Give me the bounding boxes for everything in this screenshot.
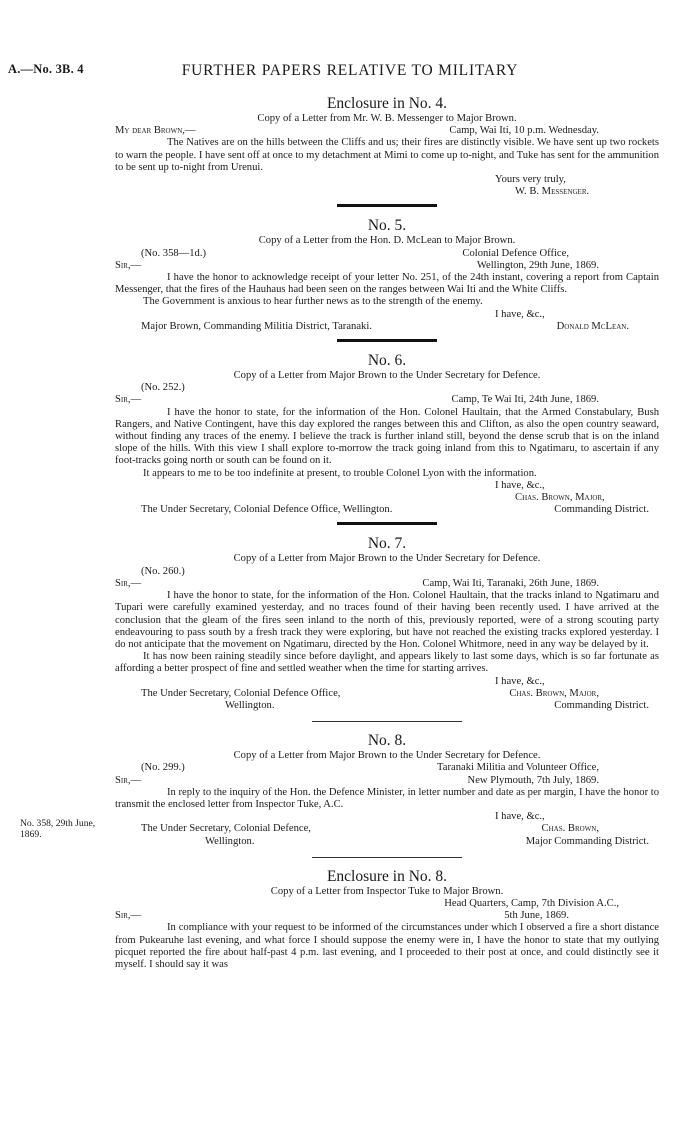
copy-line: Copy of a Letter from the Hon. D. McLean to Major Brown. [258, 235, 516, 247]
addressee: The Under Secretary, Colonial Defence Office, [141, 687, 341, 699]
letter-date: 5th June, 1869. [504, 910, 569, 922]
section-divider [337, 522, 437, 525]
paragraph: I have the honor to state, for the information of the Hon. Colonel Haultain, that the tracks inland to Ngatimaru and Tupari were carefully examined yesterday, and no traces found of their having been recently used. I have arrived at the conclusion that the gleam of the fires seen inland to the north of this, previously reported, were of a strong scouting party endeavouring to pass south by a fresh track they were exploring, but have not reached the existing tracks explored yesterday. I do not anticipate that the movement on Ngatimaru, directed by the Hon. Colonel Whitmore, need in any way be delayed by it. [115, 590, 659, 650]
salutation: Sir,— [115, 577, 142, 589]
paragraph: I have the honor to state, for the information of the Hon. Colonel Haultain, that the Armed Constabulary, Bush Rangers, and Native Contingent, have this day explored the ranges between this and Clifton, as also the open country seaward, without finding any traces of the enemy. I believe the track is further inland still, beyond the dense scrub that is on the inland slope of the hills. With this view I shall explore to-morrow the track going inland from this to Ngatimaru, to ascertain if any foot-tracks going north or south can be found on it. [115, 406, 659, 467]
letter-no-7 [115, 535, 659, 712]
signature: W. B. Messenger. [515, 186, 590, 198]
letter-ref: (No. 260.) [141, 565, 185, 577]
addressee-row [115, 321, 659, 333]
signature: Chas. Brown, Major, [515, 492, 605, 504]
copy-line: Copy of a Letter from Major Brown to the Under Secretary for Defence. [233, 553, 541, 565]
margin-note: No. 358, 29th June, 1869. [20, 818, 96, 840]
section-heading: No. 7. [367, 535, 407, 553]
letter-body: The Natives are on the hills between the Cliffs and us; their fires are distinctly visible. We have sent up two rockets to warn the people. I have sent off at once to my detachment at Mimi to come up to-night, and Tuke has sent for the ammunition to be sent up to-night from Urenui. [115, 137, 659, 173]
letter-place: Taranaki Militia and Volunteer Office, [437, 762, 599, 774]
closing: I have, &c., [495, 811, 545, 823]
copy-line: Copy of a Letter from Major Brown to the Under Secretary for Defence. [233, 370, 541, 382]
letter-date: New Plymouth, 7th July, 1869. [467, 774, 599, 786]
addressee-row [115, 504, 659, 516]
running-title: FURTHER PAPERS RELATIVE TO MILITARY [181, 62, 519, 79]
section-heading: No. 5. [367, 217, 407, 235]
section-divider [312, 857, 462, 858]
salutation-row [115, 260, 659, 272]
page-reference: A.—No. 3B. 4 [8, 62, 84, 76]
ref-row [115, 762, 659, 774]
section-heading: No. 8. [367, 732, 407, 750]
letter-no-8 [115, 732, 659, 848]
addressee-city: Wellington. [205, 835, 255, 847]
letter-no-5 [115, 217, 659, 333]
signature-title: Major Commanding District. [525, 835, 649, 847]
signature-title: Commanding District. [554, 504, 649, 516]
paragraph: It appears to me to be too indefinite at present, to trouble Colonel Lyon with the information. [143, 467, 537, 479]
ref-row [115, 248, 659, 260]
letter-ref: (No. 358—1d.) [141, 247, 207, 259]
signature: Chas. Brown, Major, [509, 687, 599, 699]
section-divider [337, 204, 437, 207]
salutation-row [115, 578, 659, 590]
salutation: Sir,— [115, 259, 142, 271]
addressee-row [115, 688, 659, 700]
enclosure-8 [115, 868, 659, 971]
paragraph: The Government is anxious to hear further news as to the strength of the enemy. [143, 296, 483, 308]
letter-ref: (No. 299.) [141, 762, 185, 774]
addressee-row [115, 823, 659, 835]
salutation-row [115, 775, 659, 787]
letter-place: Camp, Te Wai Iti, 24th June, 1869. [451, 394, 599, 406]
signature: Donald McLean. [556, 320, 629, 332]
copy-line: Copy of a Letter from Mr. W. B. Messenger to Major Brown. [257, 113, 517, 124]
salutation: Sir,— [115, 774, 142, 786]
salutation: Sir,— [115, 910, 142, 922]
closing: I have, &c., [495, 675, 545, 687]
addressee: The Under Secretary, Colonial Defence Office, Wellington. [141, 504, 393, 516]
addressee-city: Wellington. [225, 699, 275, 711]
copy-line: Copy of a Letter from Major Brown to the Under Secretary for Defence. [233, 750, 541, 762]
section-heading: Enclosure in No. 8. [326, 867, 448, 885]
paragraph: It has now been raining steadily since before daylight, and appears likely to last some days, which is so far fortunate as affording a better prospect of fine and settled weather when the time for starting arrives. [115, 651, 659, 675]
letter-no-6 [115, 352, 659, 516]
paragraph: I have the honor to acknowledge receipt of your letter No. 251, of the 24th instant, covering a report from Captain Messenger, that the fires of the Hauhaus had been seen on the ranges between Wai Iti and the White Cliffs. [115, 272, 659, 296]
addressee: Major Brown, Commanding Militia District, Taranaki. [141, 320, 372, 332]
addressee: The Under Secretary, Colonial Defence, [141, 823, 311, 835]
salutation-row [115, 910, 659, 922]
section-divider [337, 339, 437, 342]
addressee-row-2 [115, 700, 659, 712]
letter-place: Colonial Defence Office, [462, 247, 569, 259]
letter-ref: (No. 252.) [141, 382, 185, 394]
letter-date: Wellington, 29th June, 1869. [476, 259, 599, 271]
salutation-row [115, 125, 659, 137]
salutation: My dear Brown,— [115, 125, 196, 137]
paragraph: In reply to the inquiry of the Hon. the Defence Minister, in letter number and date as per margin, I have the honor to transmit the enclosed letter from Inspector Tuke, A.C. [115, 786, 659, 810]
copy-line: Copy of a Letter from Inspector Tuke to Major Brown. [270, 885, 504, 897]
salutation-row [115, 394, 659, 406]
section-divider [312, 721, 462, 722]
closing: I have, &c., [495, 479, 545, 491]
document-body [115, 95, 659, 971]
signature: Chas. Brown, [541, 823, 599, 835]
letter-place: Camp, Wai Iti, Taranaki, 26th June, 1869. [422, 577, 599, 589]
closing: Yours very truly, [495, 174, 566, 186]
section-heading: Enclosure in No. 4. [326, 95, 448, 112]
page-header [8, 62, 692, 82]
signature-title: Commanding District. [554, 699, 649, 711]
addressee-row-2 [115, 836, 659, 848]
paragraph: In compliance with your request to be informed of the circumstances under which I observed a fire a short distance from Pukearuhe last evening, and what force I should suppose the enemy were in, I have the honor to state that my outlying picquet reported the fire about half-past 4 p.m. last evening, and I proceeded to their post at once, and could distinctly see it myself. I should say it was [115, 922, 659, 970]
letter-place: Camp, Wai Iti, 10 p.m. Wednesday. [449, 125, 599, 137]
letter-place: Head Quarters, Camp, 7th Division A.C., [444, 897, 619, 909]
enclosure-4 [115, 95, 659, 198]
salutation: Sir,— [115, 394, 142, 406]
closing: I have, &c., [495, 308, 545, 320]
section-heading: No. 6. [367, 352, 407, 370]
